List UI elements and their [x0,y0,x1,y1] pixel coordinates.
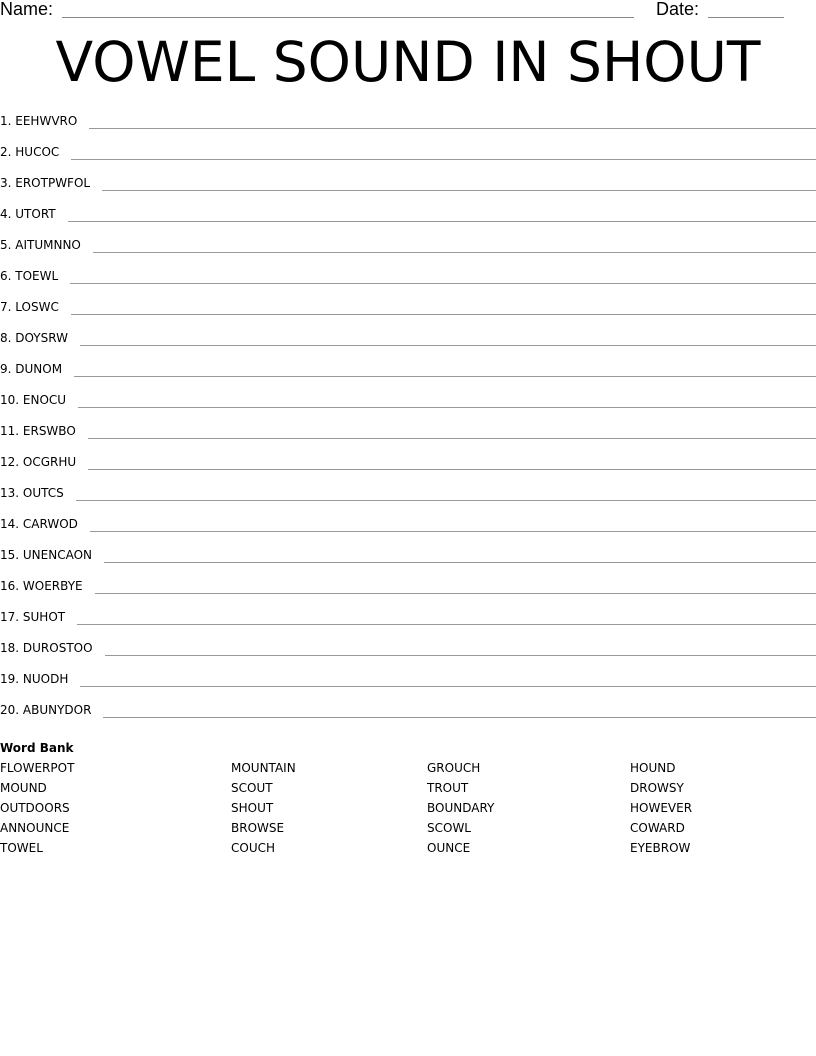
word-bank-column [0,759,74,859]
answer-line[interactable] [76,480,816,501]
word-bank-word: MOUNTAIN [231,761,296,775]
word-bank-word: COUCH [231,841,276,855]
question-row [0,604,816,635]
word-bank-word: FLOWERPOT [0,761,75,775]
question-label: 16. WOERBYE [0,579,83,593]
question-row [0,635,816,666]
question-label: 7. LOSWC [0,300,59,314]
word-bank-word: TROUT [427,781,469,795]
answer-line[interactable] [105,635,816,656]
answer-line[interactable] [71,139,816,160]
question-label: 1. EEHWVRO [0,114,78,128]
answer-line[interactable] [80,325,816,346]
question-row [0,108,816,139]
word-bank-word: HOWEVER [630,801,693,815]
answer-line[interactable] [80,666,816,687]
word-bank-column [630,759,692,859]
question-row [0,666,816,697]
question-row [0,387,816,418]
question-row [0,542,816,573]
question-label: 11. ERSWBO [0,424,76,438]
word-bank-word: BROWSE [231,821,285,835]
word-bank [0,739,816,859]
question-row [0,139,816,170]
question-label: 4. UTORT [0,207,56,221]
question-label: 17. SUHOT [0,610,66,624]
answer-line[interactable] [95,573,816,594]
question-row [0,325,816,356]
word-bank-word: HOUND [630,761,676,775]
question-row [0,697,816,728]
question-row [0,511,816,542]
question-label: 12. OCGRHU [0,455,77,469]
question-label: 5. AITUMNNO [0,238,81,252]
question-label: 9. DUNOM [0,362,63,376]
question-row [0,356,816,387]
question-list [0,108,816,728]
answer-line[interactable] [90,511,816,532]
word-bank-word: OUTDOORS [0,801,70,815]
question-row [0,263,816,294]
question-row [0,418,816,449]
question-label: 14. CARWOD [0,517,78,531]
header [0,0,816,22]
answer-line[interactable] [74,356,816,377]
word-bank-word: OUNCE [427,841,471,855]
word-bank-column [427,759,494,859]
word-bank-word: MOUND [0,781,47,795]
answer-line[interactable] [88,418,816,439]
question-row [0,294,816,325]
question-row [0,573,816,604]
answer-line[interactable] [77,604,816,625]
question-label: 13. OUTCS [0,486,64,500]
word-bank-word: SHOUT [231,801,274,815]
name-field[interactable] [62,17,634,18]
answer-line[interactable] [78,387,816,408]
word-bank-word: DROWSY [630,781,684,795]
question-label: 3. EROTPWFOL [0,176,91,190]
question-row [0,232,816,263]
answer-line[interactable] [70,263,816,284]
question-label: 19. NUODH [0,672,69,686]
question-label: 15. UNENCAON [0,548,93,562]
word-bank-word: SCOWL [427,821,471,835]
answer-line[interactable] [88,449,816,470]
word-bank-word: COWARD [630,821,685,835]
page-title: VOWEL SOUND IN SHOUT [55,30,761,94]
answer-line[interactable] [71,294,816,315]
question-row [0,201,816,232]
answer-line[interactable] [68,201,816,222]
question-label: 18. DUROSTOO [0,641,93,655]
answer-line[interactable] [93,232,816,253]
word-bank-grid [0,759,816,859]
answer-line[interactable] [104,542,816,563]
answer-line[interactable] [89,108,816,129]
question-label: 20. ABUNYDOR [0,703,92,717]
word-bank-word: GROUCH [427,761,481,775]
question-row [0,449,816,480]
word-bank-word: SCOUT [231,781,273,795]
question-label: 6. TOEWL [0,269,59,283]
answer-line[interactable] [103,697,816,718]
word-bank-column [231,759,296,859]
question-label: 10. ENOCU [0,393,67,407]
word-bank-word: TOWEL [0,841,43,855]
word-bank-word: EYEBROW [630,841,691,855]
answer-line[interactable] [102,170,816,191]
question-label: 8. DOYSRW [0,331,68,345]
date-field[interactable] [708,17,784,18]
question-row [0,170,816,201]
question-label: 2. HUCOC [0,145,60,159]
word-bank-word: BOUNDARY [427,801,495,815]
word-bank-title: Word Bank [0,741,74,755]
name-label: Name: [0,0,54,19]
question-row [0,480,816,511]
date-label: Date: [656,0,700,19]
word-bank-word: ANNOUNCE [0,821,70,835]
